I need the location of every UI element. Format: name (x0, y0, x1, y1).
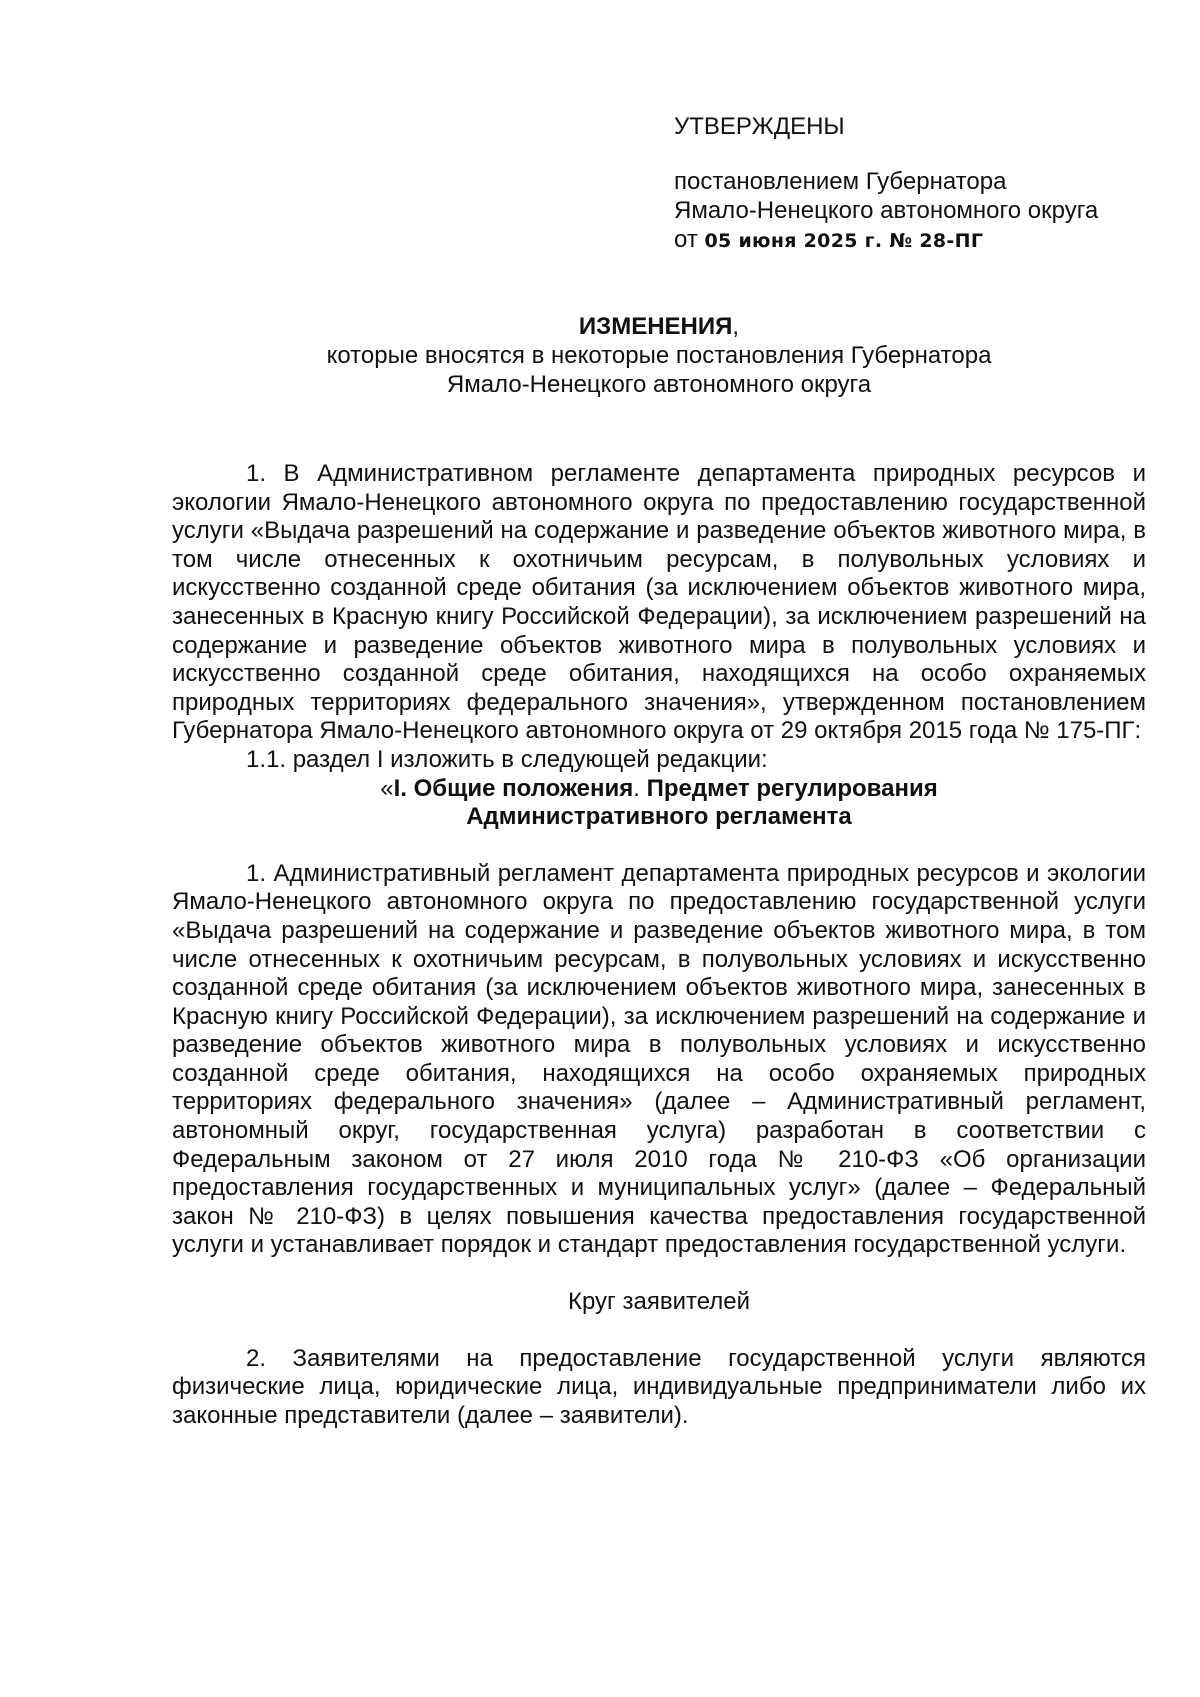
paragraph-1: 1. В Административном регламенте департамента природных ресурсов и экологии Ямало-Ненецкого автономного округа по предоставлению государственной услуги «Выдача разрешений на содержание и разведение объектов животного мира, в том числе отнесенных к охотничьим ресурсам, в полувольных условиях и искусственно созданной среде обитания (за исключением объектов животного мира, занесенных в Красную книгу Российской Федерации), за исключением разрешений на содержание и разведение объектов животного мира в полувольных условиях и искусственно созданной среде обитания, находящихся на особо охраняемых природных территориях федерального значения», утвержденном постановлением Губернатора Ямало-Ненецкого автономного округа от 29 октября 2015 года № 175-ПГ: (172, 460, 1146, 745)
paragraph-admin-regulation: 1. Административный регламент департамента природных ресурсов и экологии Ямало-Ненецкого автономного округа по предоставлению государственной услуги «Выдача разрешений на содержание и разведение объектов животного мира, в том числе отнесенных к охотничьим ресурсам, в полувольных условиях и искусственно созданной среде обитания (за исключением объектов животного мира, занесенных в Красную книгу Российской Федерации), за исключением разрешений на содержание и разведение объектов животного мира в полувольных условиях и искусственно созданной среде обитания, находящихся на особо охраняемых природных территориях федерального значения» (далее – Административный регламент, автономный округ, государственная услуга) разработан в соответствии с Федеральным законом от 27 июля 2010 года № 210-ФЗ «Об организации предоставления государственных и муниципальных услуг» (далее – Федеральный закон № 210-ФЗ) в целях повышения качества предоставления государственной услуги и устанавливает порядок и стандарт предоставления государственной услуги. (172, 859, 1146, 1259)
document-subtitle-line-1: которые вносятся в некоторые постановления Губернатора (326, 342, 992, 369)
document-body (172, 460, 1146, 1430)
document-title-block (172, 312, 1146, 399)
approval-date-prefix: от (674, 226, 698, 253)
document-heading-suffix: , (732, 313, 740, 340)
section-heading-part-2: Предмет регулирования (639, 774, 938, 802)
spacer (172, 832, 1146, 860)
approval-line-2: Ямало-Ненецкого автономного округа (674, 197, 1099, 224)
spacer (172, 1260, 1146, 1288)
document-heading-line (172, 312, 1146, 341)
subheading-applicants: Круг заявителей (567, 1288, 750, 1316)
section-heading-line-2: Административного регламента (466, 803, 852, 831)
approved-label: УТВЕРЖДЕНЫ (674, 113, 845, 140)
paragraph-2: 2. Заявителями на предоставление государственной услуги являются физические лица, юридические лица, индивидуальные предприниматели либо их законные представители (далее – заявители). (172, 1344, 1146, 1429)
section-heading-line-1 (172, 775, 1146, 804)
approval-date-line (674, 225, 1174, 256)
section-heading-dot: . (633, 774, 640, 802)
spacer (172, 1317, 1146, 1345)
document-heading: ИЗМЕНЕНИЯ (578, 313, 733, 340)
approval-stamp-block (674, 112, 1174, 256)
document-subtitle-line-2: Ямало-Ненецкого автономного округа (446, 371, 872, 398)
paragraph-1-1: 1.1. раздел I изложить в следующей редакции: (246, 745, 768, 773)
section-open-quote: « (380, 774, 394, 802)
approval-line-1: постановлением Губернатора (674, 168, 1007, 195)
section-heading-part-1: I. Общие положения (393, 774, 634, 802)
approval-date-value: 05 июня 2025 г. № 28-ПГ (704, 230, 984, 252)
